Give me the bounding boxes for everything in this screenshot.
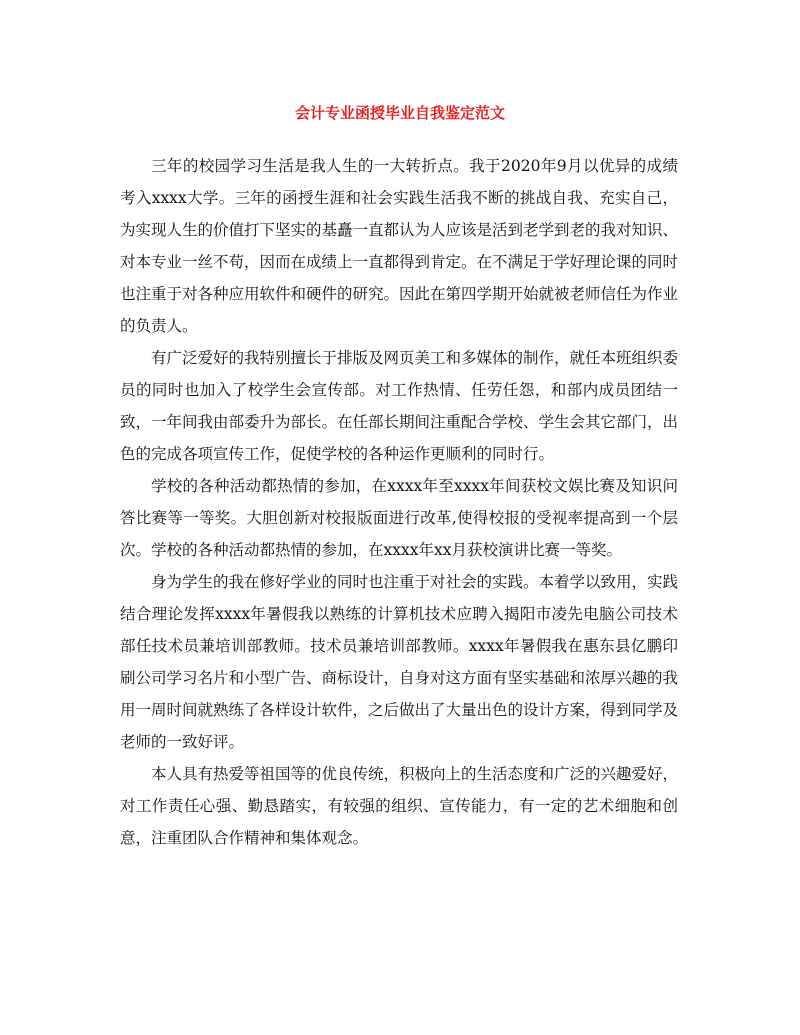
- paragraph-3: 学校的各种活动都热情的参加，在xxxx年至xxxx年间获校文娱比赛及知识问答比赛等一等奖。大胆创新对校报版面进行改革,使得校报的受视率提高到一个层次。学校的各种活动都热情的参加，在xxxx年xx月获校演讲比赛一等奖。: [120, 477, 678, 559]
- paragraph-1: 三年的校园学习生活是我人生的一大转折点。我于2020年9月以优异的成绩考入xxxx大学。三年的函授生涯和社会实践生活我不断的挑战自我、充实自己，为实现人生的价值打下坚实的基矗一直都认为人应该是活到老学到老的我对知识、对本专业一丝不苟，因而在成绩上一直都得到肯定。在不满足于学好理论课的同时也注重于对各种应用软件和硬件的研究。因此在第四学期开始就被老师信任为作业的负责人。: [120, 157, 679, 335]
- paragraph-4: 身为学生的我在修好学业的同时也注重于对社会的实践。本着学以致用，实践结合理论发挥xxxx年暑假我以熟练的计算机技术应聘入揭阳市凌先电脑公司技术部任技术员兼培训部教师。技术员兼培训部教师。xxxx年暑假我在惠东县亿鹏印刷公司学习名片和小型广告、商标设计，自身对这方面有坚实基础和浓厚兴趣的我用一周时间就熟练了各样设计软件，之后做出了大量出色的设计方案，得到同学及老师的一致好评。: [120, 573, 679, 751]
- document-body: [120, 150, 678, 854]
- paragraph-2: 有广泛爱好的我特别擅长于排版及网页美工和多媒体的制作，就任本班组织委员的同时也加入了校学生会宣传部。对工作热情、任劳任怨，和部内成员团结一致，一年间我由部委升为部长。在任部长期间注重配合学校、学生会其它部门，出色的完成各项宣传工作，促使学校的各种运作更顺利的同时行。: [120, 349, 679, 463]
- paragraph-5: 本人具有热爱等祖国等的优良传统，积极向上的生活态度和广泛的兴趣爱好，对工作责任心强、勤恳踏实，有较强的组织、宣传能力，有一定的艺术细胞和创意，注重团队合作精神和集体观念。: [120, 765, 679, 847]
- document-title: 会计专业函授毕业自我鉴定范文: [294, 104, 505, 122]
